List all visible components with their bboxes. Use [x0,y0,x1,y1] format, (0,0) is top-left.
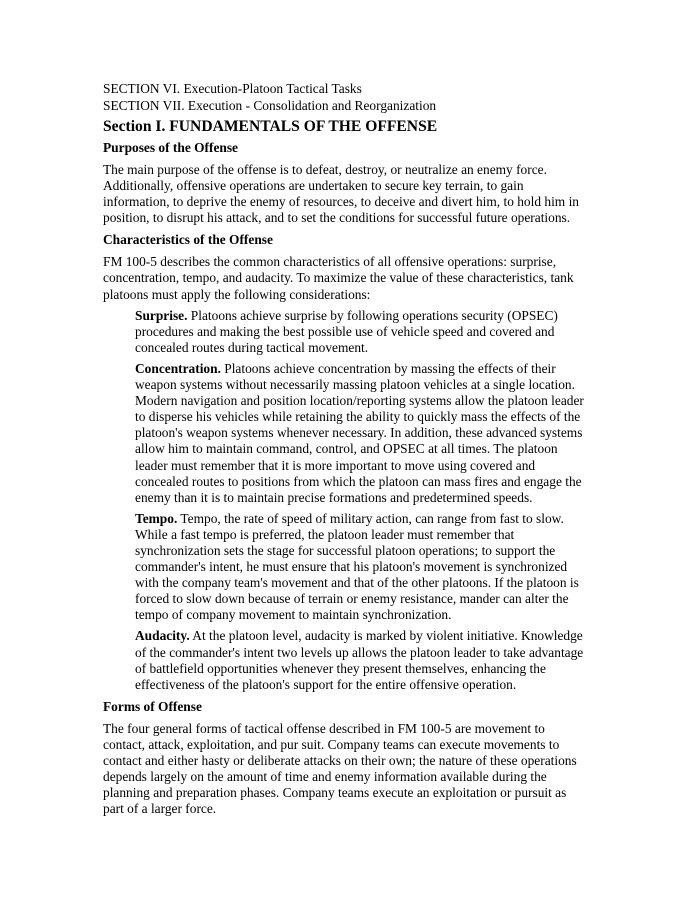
section-title: Section I. FUNDAMENTALS OF THE OFFENSE [103,118,438,135]
characteristics-heading: Characteristics of the Offense [103,232,273,248]
concentration-paragraph [135,361,603,506]
text-line: Modern navigation and position location/reporting systems allow the platoon leader [135,393,584,409]
toc-line-section-vii: SECTION VII. Execution - Consolidation and Reorganization [103,98,437,113]
text-line: of battlefield opportunities whenever they present themselves, enhancing the [135,660,546,676]
text-line: part of a larger force. [103,801,217,817]
text-line: The four general forms of tactical offense described in FM 100-5 are movement to [103,720,545,736]
text-line: with the company team's movement and that of the other platoons. If the platoon is [135,575,579,591]
concentration-first-line: Platoons achieve concentration by massing the effects of their [220,360,556,376]
text-line: planning and preparation phases. Company teams execute an exploitation or pursuit as [103,785,567,801]
text-line [135,628,603,644]
text-line: concentration, tempo, and audacity. To maximize the value of these characteristics, tank [103,270,574,286]
surprise-first-line: Platoons achieve surprise by following operations security (OPSEC) [187,307,558,323]
text-line: synchronization sets the stage for successful platoon operations; to support the [135,542,556,558]
text-line: of the commander's intent two levels up allows the platoon leader to take advantage [135,644,584,660]
characteristics-intro [103,254,603,302]
text-line: platoons must apply the following considerations: [103,286,371,302]
audacity-paragraph [135,628,603,692]
audacity-first-line: At the platoon level, audacity is marked by violent initiative. Knowledge [189,628,583,644]
text-line: contact, attack, exploitation, and pur suit. Company teams can execute movements to [103,736,560,752]
toc-line-section-vi: SECTION VI. Execution-Platoon Tactical Tasks [103,81,362,96]
purposes-heading: Purposes of the Offense [103,140,239,155]
text-line: platoon's weapon systems whenever necessary. In addition, these advanced systems [135,425,583,441]
forms-heading: Forms of Offense [103,698,202,714]
text-line [135,308,603,324]
surprise-paragraph [135,308,603,356]
text-line: position, to disrupt his attack, and to set the conditions for successful future operations. [103,210,571,226]
text-line: depends largely on the amount of time and enemy information available during the [103,769,547,785]
text-line: FM 100-5 describes the common characteristics of all offensive operations: surprise, [103,254,557,270]
surprise-term: Surprise. [135,307,188,323]
text-line: tempo of company movement to maintain synchronization. [135,607,452,623]
text-line: contact and either hasty or deliberate attacks on their own; the nature of these operations [103,753,577,768]
tempo-first-line: Tempo, the rate of speed of military action, can range from fast to slow. [177,510,564,526]
text-line: forced to slow down because of terrain or enemy resistance, mander can alter the [135,591,569,607]
text-line: procedures and making the best possible use of vehicle speed and covered and [135,323,555,339]
forms-paragraph [103,721,603,818]
text-line [135,361,603,377]
text-line: While a fast tempo is preferred, the platoon leader must remember that [135,526,515,542]
audacity-term: Audacity. [135,628,190,644]
text-line [135,511,603,527]
text-line: concealed routes during tactical movement. [135,339,369,355]
tempo-term: Tempo. [135,510,178,526]
text-line: information, to deprive the enemy of resources, to deceive and divert him, to hold him in [103,194,579,210]
text-line: effectiveness of the platoon's support for the entire offensive operation. [135,676,517,692]
tempo-paragraph [135,511,603,624]
text-line: leader must remember that it is more important to move using covered and [135,457,536,473]
text-line: enemy than it is to maintain precise formations and predetermined speeds. [135,489,533,505]
text-line: allow him to maintain command, control, and OPSEC at all times. The platoon [135,441,558,457]
text-line: The main purpose of the offense is to defeat, destroy, or neutralize an enemy force. [103,162,547,177]
text-line: Additionally, offensive operations are undertaken to secure key terrain, to gain [103,178,524,194]
purposes-paragraph [103,162,603,226]
concentration-term: Concentration. [135,360,221,376]
text-line: concealed routes to positions from which the platoon can mass fires and engage the [135,473,582,489]
document-page [103,80,603,822]
text-line: weapon systems without necessarily massing platoon vehicles at a single location. [135,377,575,393]
text-line: commander's intent, he must ensure that his platoon's movement is synchronized [135,559,568,575]
text-line: to disperse his vehicles while retaining the ability to quickly mass the effects of the [135,409,581,425]
